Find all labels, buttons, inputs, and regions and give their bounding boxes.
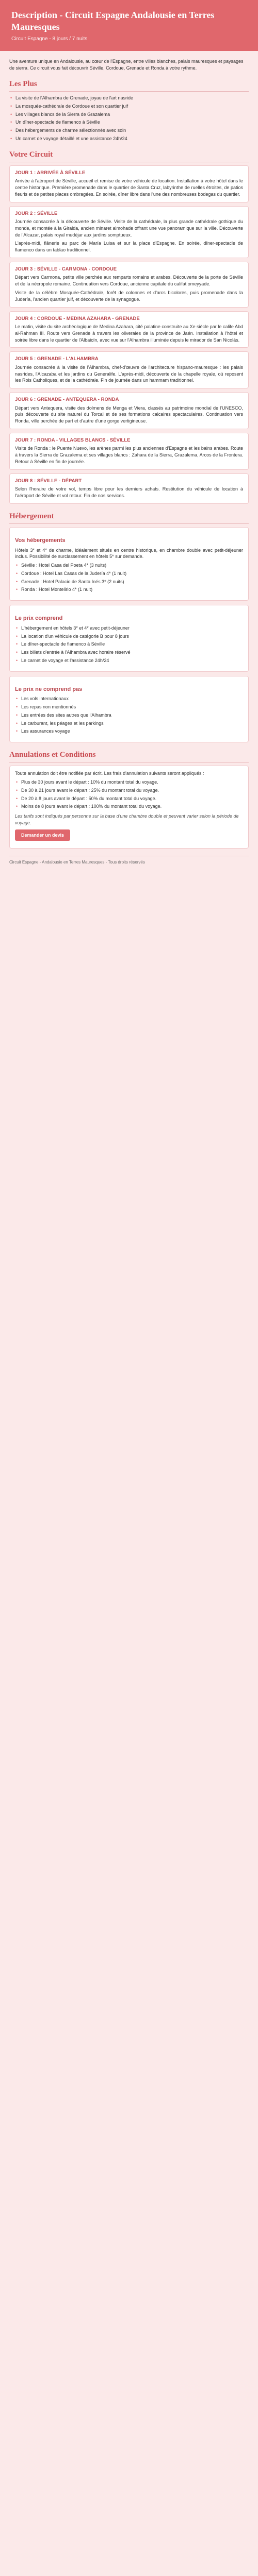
plus-section-title: Les Plus bbox=[9, 79, 249, 92]
not-included-item: • Le carburant, les péages et les parkings bbox=[15, 720, 243, 727]
included-item: • L'hébergement en hôtels 3* et 4* avec petit-déjeuner bbox=[15, 625, 243, 632]
included-item: • La location d'un véhicule de catégorie B pour 8 jours bbox=[15, 633, 243, 640]
day-title: JOUR 7 : RONDA - VILLAGES BLANCS - SÉVILLE bbox=[15, 437, 131, 443]
accommodation-item: • Grenade : Hotel Palacio de Santa Inés 3* (2 nuits) bbox=[15, 579, 243, 585]
request-quote-button[interactable]: Demander un devis bbox=[15, 829, 70, 841]
day-card bbox=[9, 311, 249, 348]
accommodation-list bbox=[15, 562, 243, 593]
conditions-item: • Plus de 30 jours avant le départ : 10% du montant total du voyage. bbox=[15, 779, 243, 786]
day-card bbox=[9, 392, 249, 429]
day-title: JOUR 4 : CORDOUE - MEDINA AZAHARA - GRENADE bbox=[15, 315, 140, 321]
accommodation-block bbox=[9, 527, 249, 601]
page-title: Description - Circuit Espagne Andalousie en Terres Mauresques bbox=[11, 10, 215, 32]
day-card bbox=[9, 351, 249, 388]
included-block bbox=[9, 605, 249, 671]
accommodation-item: • Ronda : Hotel Montelirio 4* (1 nuit) bbox=[15, 586, 243, 593]
day-text: Visite de la célèbre Mosquée-Cathédrale, forêt de colonnes et d'arcs bicolores, puis promenade dans la Judería, l'ancien quartier juif, et découverte de la synagogue. bbox=[15, 290, 243, 302]
day-title: JOUR 3 : SÉVILLE - CARMONA - CORDOUE bbox=[15, 266, 117, 272]
conditions-section-title: Annulations et Conditions bbox=[9, 750, 249, 762]
day-text: Arrivée à l'aéroport de Séville, accueil et remise de votre véhicule de location. Installation à votre hôtel dans le centre historique. Première promenade dans le quartier de Santa Cruz, labyrinthe de ruelles étroites, de patios fleuris et de petites places ombragées. En soirée, dîner libre dans l'une des nombreuses bodegas du quartier. bbox=[15, 178, 243, 197]
page-subtitle: Circuit Espagne - 8 jours / 7 nuits bbox=[11, 36, 88, 42]
day-card bbox=[9, 262, 249, 308]
plus-item: • Un dîner-spectacle de flamenco à Séville bbox=[9, 119, 249, 126]
day-title: JOUR 6 : GRENADE - ANTEQUERA - RONDA bbox=[15, 397, 119, 403]
accommodation-item: • Cordoue : Hotel Las Casas de la Judería 4* (1 nuit) bbox=[15, 570, 243, 577]
not-included-title: Le prix ne comprend pas bbox=[15, 686, 83, 692]
included-item: • Le carnet de voyage et l'assistance 24h/24 bbox=[15, 657, 243, 664]
info-section-title: Hébergement bbox=[9, 511, 249, 524]
day-text: L'après-midi, flânerie au parc de María Luisa et sur la place d'Espagne. En soirée, dîner-spectacle de flamenco dans un tablao traditionnel. bbox=[15, 241, 243, 253]
day-title: JOUR 5 : GRENADE - L'ALHAMBRA bbox=[15, 356, 99, 362]
not-included-item: • Les repas non mentionnés bbox=[15, 704, 243, 710]
plus-item: • Les villages blancs de la Sierra de Grazalema bbox=[9, 111, 249, 118]
included-list bbox=[15, 625, 243, 664]
intro-text: Une aventure unique en Andalousie, au cœur de l'Espagne, entre villes blanches, palais mauresques et paysages de sierra. Ce circuit vous fait découvrir Séville, Cordoue, Grenade et Ronda à votre rythme. bbox=[9, 59, 244, 71]
day-text: Journée consacrée à la découverte de Séville. Visite de la cathédrale, la plus grande cathédrale gothique du monde, et montée à la Giralda, ancien minaret almohade offrant une vue panoramique sur la ville. Découverte de l'Alcazar, palais royal mudéjar aux jardins somptueux. bbox=[15, 219, 243, 238]
plus-item: • Un carnet de voyage détaillé et une assistance 24h/24 bbox=[9, 135, 249, 142]
page bbox=[0, 0, 258, 876]
day-text: Journée consacrée à la visite de l'Alhambra, chef-d'œuvre de l'architecture hispano-mauresque : les palais nasrides, l'Alcazaba et les jardins du Generalife. L'après-midi, découverte de la chapelle royale, où reposent les Rois Catholiques, et de la cathédrale. Fin de journée dans un hammam traditionnel. bbox=[15, 364, 243, 383]
plus-item: • Des hébergements de charme sélectionnés avec soin bbox=[9, 127, 249, 134]
not-included-item: • Les entrées des sites autres que l'Alhambra bbox=[15, 712, 243, 719]
day-card bbox=[9, 206, 249, 258]
day-title: JOUR 2 : SÉVILLE bbox=[15, 210, 58, 216]
day-title: JOUR 8 : SÉVILLE - DÉPART bbox=[15, 478, 82, 484]
plus-item: • La visite de l'Alhambra de Grenade, joyau de l'art nasride bbox=[9, 95, 249, 101]
included-item: • Le dîner-spectacle de flamenco à Séville bbox=[15, 641, 243, 648]
day-card bbox=[9, 433, 249, 470]
day-card bbox=[9, 473, 249, 504]
not-included-block bbox=[9, 676, 249, 742]
conditions-text: Toute annulation doit être notifiée par écrit. Les frais d'annulation suivants seront appliqués : bbox=[15, 771, 204, 776]
not-included-item: • Les vols internationaux bbox=[15, 696, 243, 702]
conditions-list bbox=[15, 779, 243, 810]
accommodation-text: Hôtels 3* et 4* de charme, idéalement situés en centre historique, en chambre double avec petit-déjeuner inclus. Possibilité de surclassement en hôtels 5* sur demande. bbox=[15, 547, 243, 560]
day-text: Le matin, visite du site archéologique de Medina Azahara, cité palatine construite au Xe siècle par le calife Abd al-Rahman III. Route vers Grenade à travers les oliveraies de la province de Jaén. Installation à l'hôtel et soirée libre dans le quartier de l'Albaicín, avec vue sur l'Alhambra illuminée depuis le mirador de San Nicolás. bbox=[15, 324, 243, 343]
conditions-note: Les tarifs sont indiqués par personne sur la base d'une chambre double et peuvent varier selon la période de voyage. bbox=[15, 814, 239, 825]
not-included-item: • Les assurances voyage bbox=[15, 728, 243, 735]
conditions-item: • Moins de 8 jours avant le départ : 100% du montant total du voyage. bbox=[15, 803, 243, 810]
page-header bbox=[0, 0, 258, 51]
included-title: Le prix comprend bbox=[15, 615, 63, 622]
conditions-item: • De 20 à 8 jours avant le départ : 50% du montant total du voyage. bbox=[15, 795, 243, 802]
accommodation-title: Vos hébergements bbox=[15, 537, 66, 544]
day-card bbox=[9, 165, 249, 202]
itinerary-section-title: Votre Circuit bbox=[9, 149, 249, 162]
page-footer: Circuit Espagne - Andalousie en Terres Mauresques - Tous droits réservés bbox=[9, 856, 249, 865]
plus-list bbox=[9, 95, 249, 142]
accommodation-item: • Séville : Hotel Casa del Poeta 4* (3 nuits) bbox=[15, 562, 243, 569]
plus-item: • La mosquée-cathédrale de Cordoue et son quartier juif bbox=[9, 103, 249, 110]
day-text: Visite de Ronda : le Puente Nuevo, les arènes parmi les plus anciennes d'Espagne et les bains arabes. Route à travers la Sierra de Grazalema et ses villages blancs : Zahara de la Sierra, Grazalema, Arcos de la Frontera. Retour à Séville en fin de journée. bbox=[15, 446, 243, 464]
day-title: JOUR 1 : ARRIVÉE À SÉVILLE bbox=[15, 170, 86, 176]
day-text: Départ vers Antequera, visite des dolmens de Menga et Viera, classés au patrimoine mondial de l'UNESCO, puis découverte du site naturel du Torcal et de ses formations calcaires spectaculaires. Continuation vers Ronda, ville perchée de part et d'autre d'une gorge vertigineuse. bbox=[15, 405, 243, 424]
conditions-item: • De 30 à 21 jours avant le départ : 25% du montant total du voyage. bbox=[15, 787, 243, 794]
day-text: Départ vers Carmona, petite ville perchée aux remparts romains et arabes. Découverte de la porte de Séville et de la nécropole romaine. Continuation vers Cordoue, ancienne capitale du califat omeyyade. bbox=[15, 275, 243, 287]
included-item: • Les billets d'entrée à l'Alhambra avec horaire réservé bbox=[15, 649, 243, 656]
day-text: Selon l'horaire de votre vol, temps libre pour les derniers achats. Restitution du véhicule de location à l'aéroport de Séville et vol retour. Fin de nos services. bbox=[15, 486, 243, 498]
conditions-block bbox=[9, 766, 249, 849]
not-included-list bbox=[15, 696, 243, 735]
